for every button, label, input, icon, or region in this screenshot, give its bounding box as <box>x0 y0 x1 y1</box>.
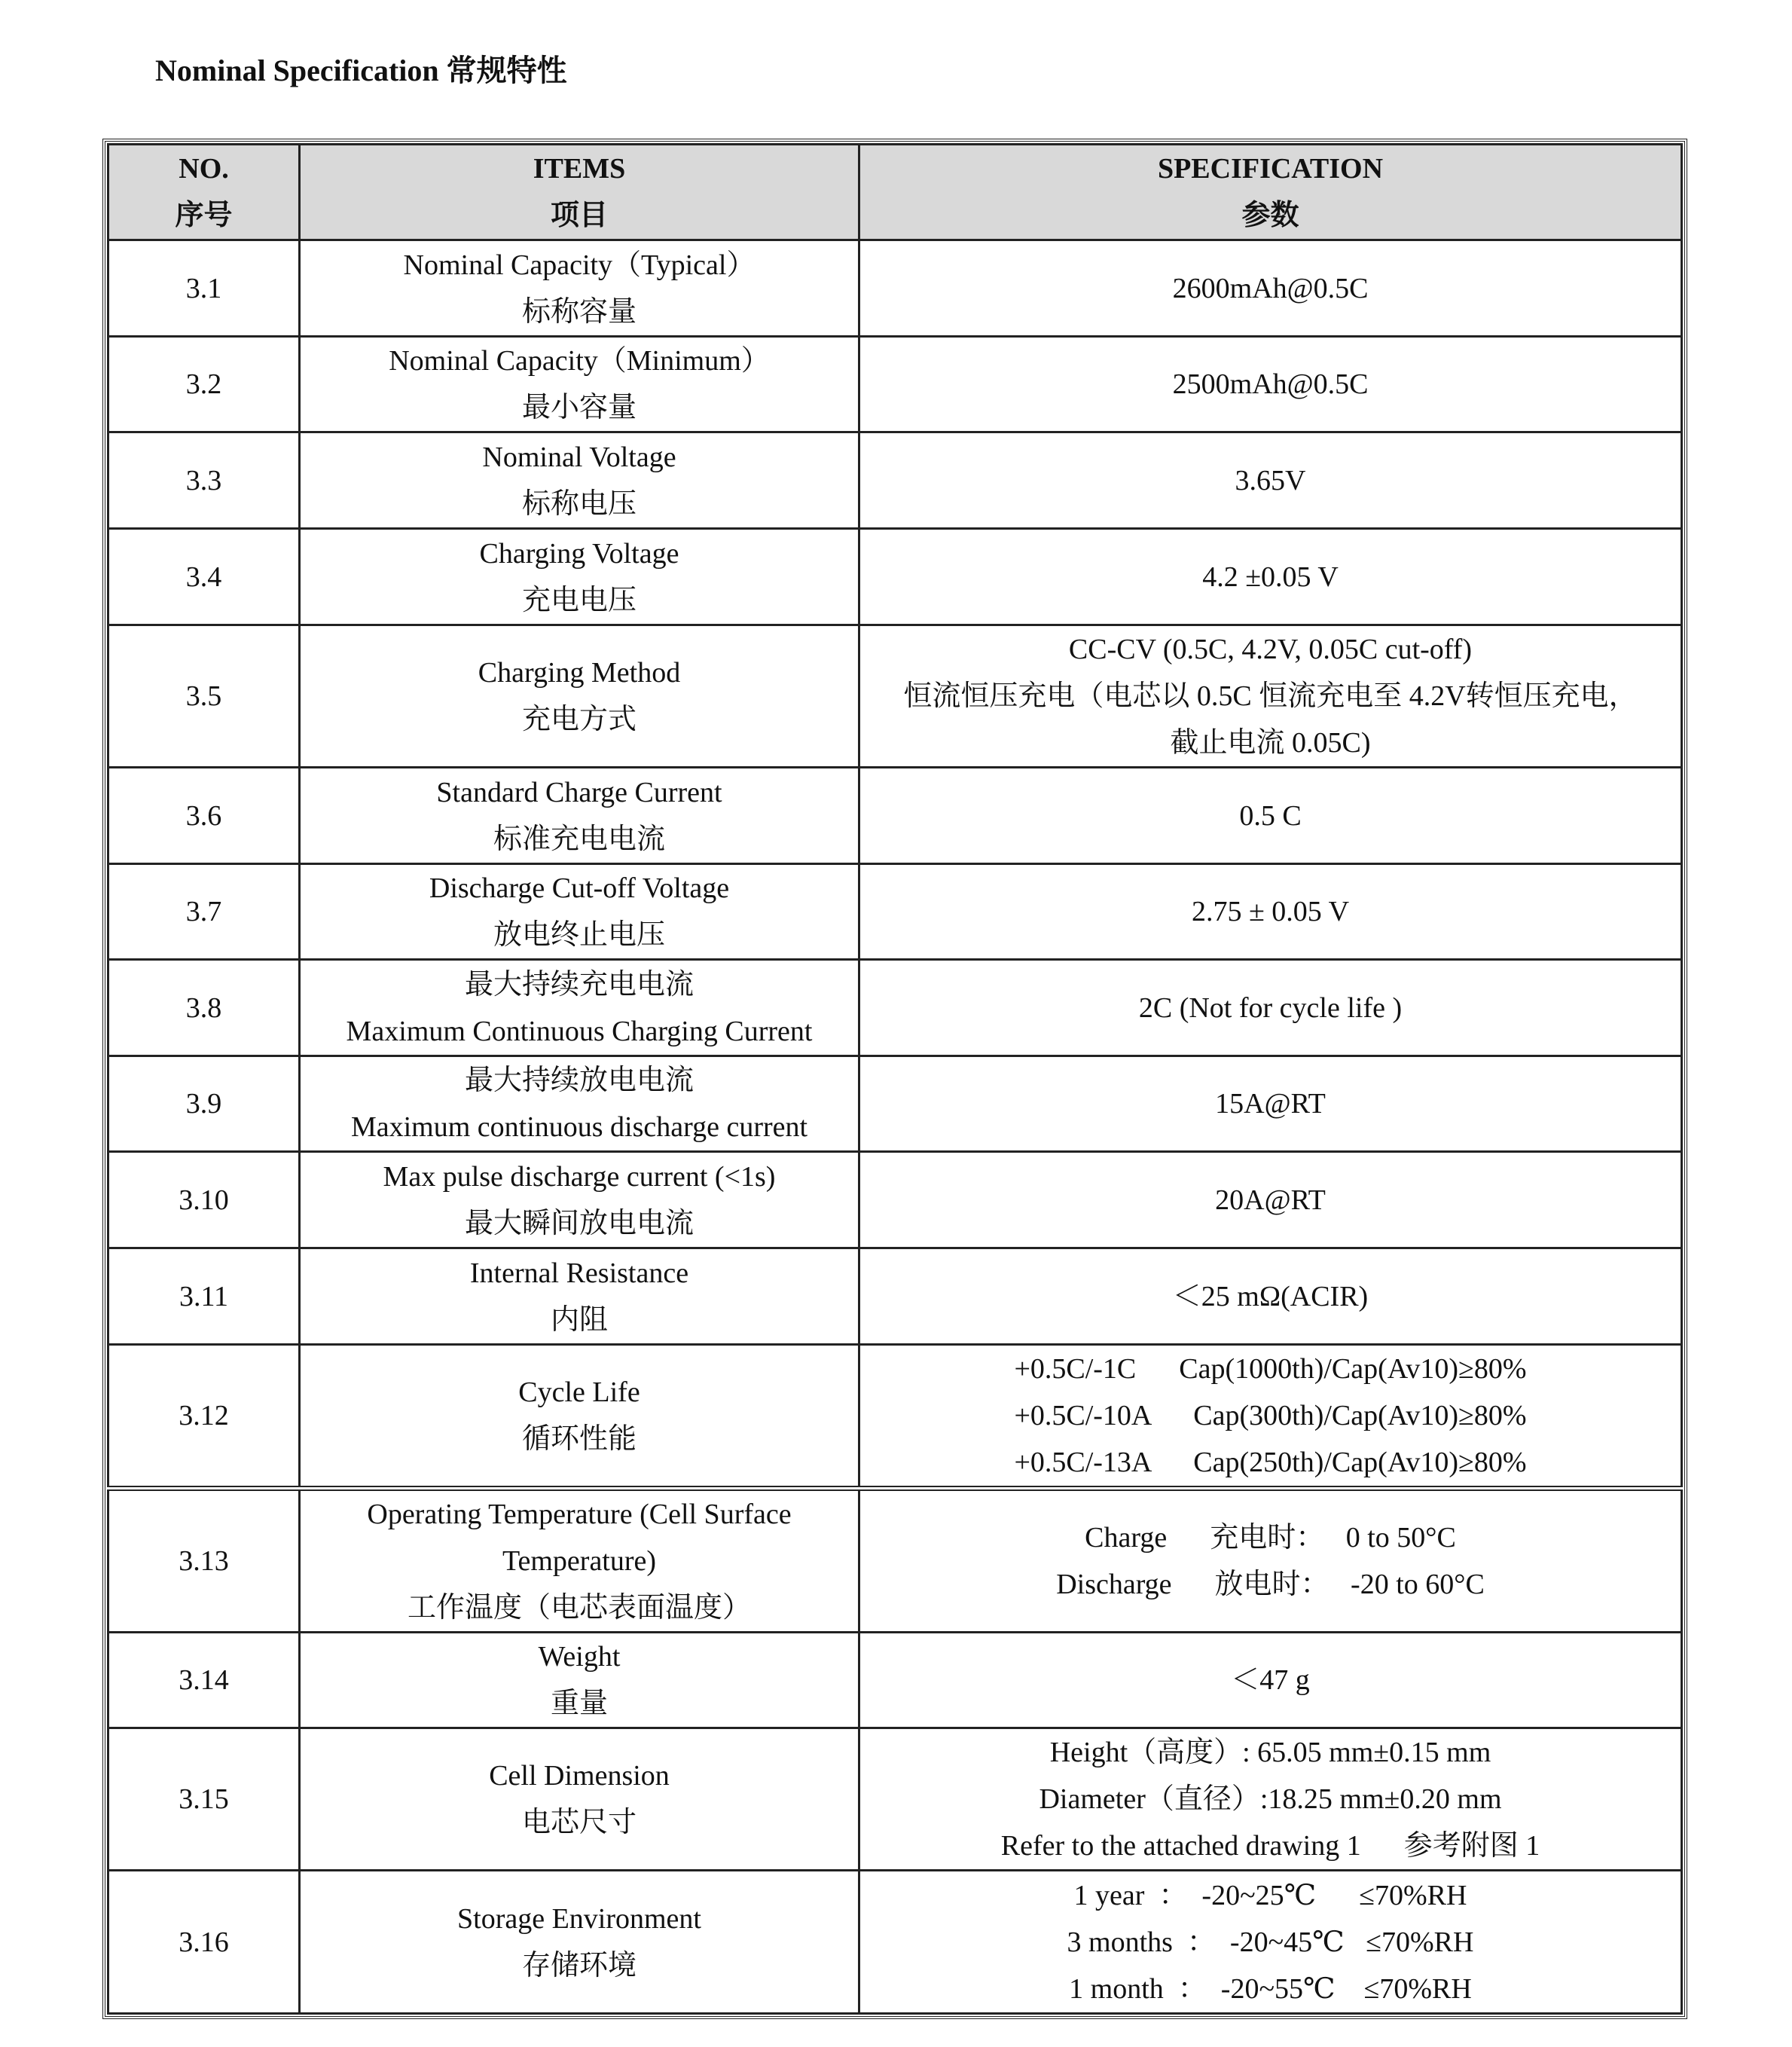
cell-no: 3.12 <box>108 1345 300 1489</box>
cell-specification <box>859 1489 1682 1633</box>
table-row <box>108 529 1682 625</box>
cell-no: 3.5 <box>108 625 300 768</box>
item-line: Nominal Capacity（Typical） <box>403 249 756 281</box>
cell-no: 3.7 <box>108 864 300 960</box>
spec-line: ＜47 g <box>1231 1664 1310 1696</box>
header-no-zh: 序号 <box>175 200 233 231</box>
cell-item <box>300 1056 859 1152</box>
table-row <box>108 1871 1682 2014</box>
cell-no: 3.1 <box>108 240 300 337</box>
spec-line: 3 months ： -20~45℃ ≤70%RH <box>1067 1926 1474 1958</box>
item-line: Maximum continuous discharge current <box>350 1111 808 1143</box>
cell-item <box>300 1728 859 1871</box>
table-row <box>108 1152 1682 1248</box>
table-row <box>108 1248 1682 1345</box>
spec-line: 15A@RT <box>1215 1088 1326 1120</box>
item-line: 最大持续充电电流 <box>464 968 694 1001</box>
cell-no: 3.15 <box>108 1728 300 1871</box>
spec-line: 2600mAh@0.5C <box>1172 272 1369 304</box>
cell-item <box>300 625 859 768</box>
header-items-zh: 项目 <box>550 200 608 231</box>
item-line: 重量 <box>550 1688 608 1719</box>
item-line: Temperature) <box>502 1545 657 1577</box>
table-row <box>108 1728 1682 1871</box>
item-line: 内阻 <box>550 1303 608 1336</box>
cell-specification <box>859 768 1682 864</box>
cell-item <box>300 1871 859 2014</box>
table-row <box>108 337 1682 432</box>
header-items-en: ITEMS <box>533 153 626 185</box>
table-row <box>108 1345 1682 1489</box>
cell-item <box>300 768 859 864</box>
cell-item <box>300 1248 859 1345</box>
spec-line: 0.5 C <box>1239 799 1302 832</box>
cell-specification <box>859 432 1682 529</box>
cell-specification <box>859 1152 1682 1248</box>
table-body <box>108 240 1682 2014</box>
specification-table <box>107 143 1683 2015</box>
header-spec-zh: 参数 <box>1241 200 1299 231</box>
cell-specification <box>859 1248 1682 1345</box>
table-row <box>108 960 1682 1056</box>
table-row <box>108 864 1682 960</box>
cell-specification <box>859 1728 1682 1871</box>
spec-line: 2C (Not for cycle life ) <box>1138 991 1403 1024</box>
cell-specification <box>859 529 1682 625</box>
cell-specification <box>859 625 1682 768</box>
cell-no: 3.11 <box>108 1248 300 1345</box>
cell-specification <box>859 1871 1682 2014</box>
table-row <box>108 432 1682 529</box>
item-line: 循环性能 <box>521 1423 637 1455</box>
spec-line: 4.2 ±0.05 V <box>1202 561 1339 593</box>
item-line: 标称电压 <box>521 487 637 520</box>
spec-line: ＜25 mΩ(ACIR) <box>1172 1280 1369 1312</box>
spec-line: 2500mAh@0.5C <box>1172 368 1369 400</box>
item-line: 最小容量 <box>521 392 637 423</box>
cell-specification <box>859 1345 1682 1489</box>
item-line: Weight <box>538 1641 621 1673</box>
spec-line: Charge 充电时： 0 to 50°C <box>1085 1522 1456 1554</box>
header-no <box>108 145 300 240</box>
cell-item <box>300 1152 859 1248</box>
spec-line: +0.5C/-1C Cap(1000th)/Cap(Av10)≥80% <box>1014 1353 1527 1385</box>
cell-specification <box>859 1633 1682 1728</box>
cell-no: 3.9 <box>108 1056 300 1152</box>
item-line: 电芯尺寸 <box>521 1807 637 1838</box>
header-specification <box>859 145 1682 240</box>
cell-item <box>300 1345 859 1489</box>
item-line: 标准充电电流 <box>493 823 665 855</box>
cell-item <box>300 432 859 529</box>
header-no-en: NO. <box>179 153 229 185</box>
spec-line: 1 month ： -20~55℃ ≤70%RH <box>1069 1972 1472 2005</box>
cell-item <box>300 864 859 960</box>
spec-line: 3.65V <box>1235 464 1306 496</box>
spec-line: 1 year ： -20~25℃ ≤70%RH <box>1073 1879 1467 1911</box>
header-spec-en: SPECIFICATION <box>1157 153 1384 185</box>
cell-specification <box>859 240 1682 337</box>
spec-line: Discharge 放电时： -20 to 60°C <box>1056 1569 1485 1600</box>
table-row <box>108 1056 1682 1152</box>
item-line: Nominal Capacity（Minimum） <box>389 345 770 377</box>
cell-no: 3.14 <box>108 1633 300 1728</box>
document-title: Nominal Specification 常规特性 <box>155 53 567 87</box>
item-line: Maximum Continuous Charging Current <box>346 1015 813 1047</box>
item-line: Nominal Voltage <box>482 441 676 473</box>
cell-item <box>300 1489 859 1633</box>
item-line: Standard Charge Current <box>436 776 722 808</box>
item-line: 工作温度（电芯表面温度） <box>407 1592 751 1624</box>
item-line: 充电方式 <box>521 704 637 735</box>
cell-item <box>300 337 859 432</box>
cell-item <box>300 960 859 1056</box>
item-line: Charging Voltage <box>479 537 679 570</box>
item-line: Operating Temperature (Cell Surface <box>367 1499 792 1530</box>
table-row <box>108 1489 1682 1633</box>
item-line: Charging Method <box>478 657 681 689</box>
cell-no: 3.16 <box>108 1871 300 2014</box>
table-row <box>108 768 1682 864</box>
cell-specification <box>859 960 1682 1056</box>
spec-line: +0.5C/-13A Cap(250th)/Cap(Av10)≥80% <box>1014 1447 1527 1478</box>
cell-no: 3.4 <box>108 529 300 625</box>
cell-item <box>300 529 859 625</box>
spec-line: 恒流恒压充电（电芯以 0.5C 恒流充电至 4.2V转恒压充电， <box>903 680 1638 712</box>
spec-line: 20A@RT <box>1215 1184 1326 1216</box>
spec-line: Refer to the attached drawing 1 参考附图 1 <box>1000 1830 1540 1862</box>
item-line: Storage Environment <box>457 1902 701 1935</box>
item-line: Cell Dimension <box>489 1760 670 1792</box>
item-line: Cycle Life <box>518 1376 640 1408</box>
cell-no: 3.2 <box>108 337 300 432</box>
item-line: 放电终止电压 <box>493 919 665 951</box>
cell-specification <box>859 337 1682 432</box>
cell-specification <box>859 864 1682 960</box>
table-row <box>108 625 1682 768</box>
item-line: Internal Resistance <box>469 1257 689 1289</box>
cell-item <box>300 1633 859 1728</box>
spec-line: 截止电流 0.05C) <box>1170 727 1371 759</box>
spec-line: Height（高度）: 65.05 mm±0.15 mm <box>1049 1737 1491 1768</box>
item-line: 最大瞬间放电电流 <box>464 1207 694 1239</box>
cell-no: 3.6 <box>108 768 300 864</box>
item-line: 标称容量 <box>521 295 637 328</box>
item-line: 最大持续放电电流 <box>464 1065 694 1096</box>
item-line: Max pulse discharge current (<1s) <box>383 1160 776 1193</box>
header-items <box>300 145 859 240</box>
table-header-row <box>108 145 1682 240</box>
cell-item <box>300 240 859 337</box>
cell-no: 3.13 <box>108 1489 300 1633</box>
spec-line: Diameter（直径）:18.25 mm±0.20 mm <box>1039 1783 1502 1815</box>
table-row <box>108 240 1682 337</box>
table-row <box>108 1633 1682 1728</box>
spec-line: 2.75 ± 0.05 V <box>1191 896 1350 927</box>
cell-no: 3.8 <box>108 960 300 1056</box>
spec-line: +0.5C/-10A Cap(300th)/Cap(Av10)≥80% <box>1014 1400 1527 1431</box>
item-line: Discharge Cut-off Voltage <box>429 872 730 904</box>
spec-line: CC-CV (0.5C, 4.2V, 0.05C cut-off) <box>1068 634 1473 665</box>
cell-specification <box>859 1056 1682 1152</box>
cell-no: 3.3 <box>108 432 300 529</box>
item-line: 存储环境 <box>521 1949 637 1981</box>
item-line: 充电电压 <box>521 584 637 616</box>
cell-no: 3.10 <box>108 1152 300 1248</box>
